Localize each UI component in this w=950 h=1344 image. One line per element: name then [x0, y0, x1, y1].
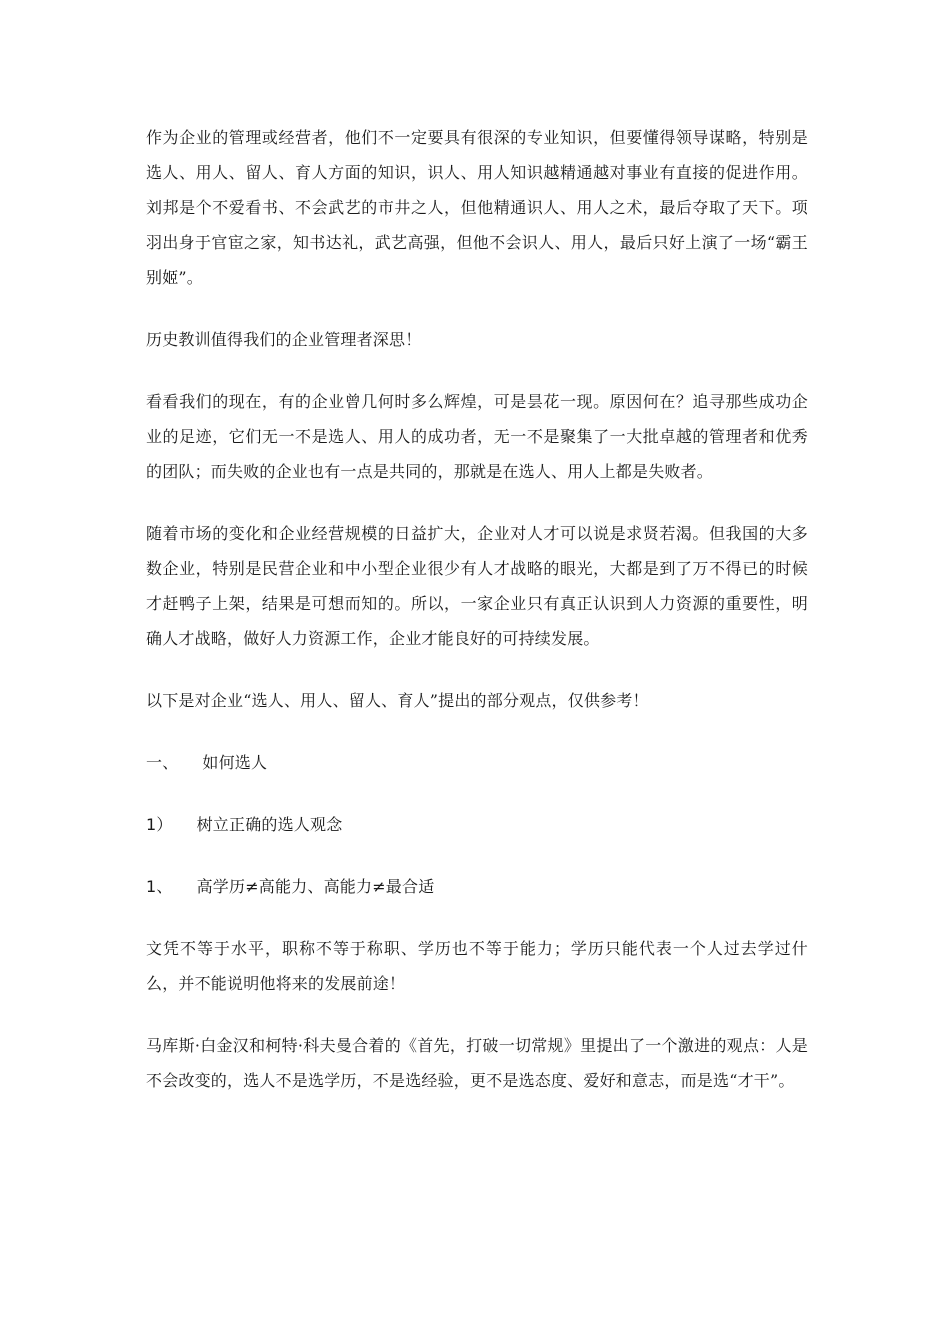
subsection-number: 1） [146, 815, 173, 834]
paragraph-history-lesson: 历史教训值得我们的企业管理者深思！ [146, 330, 422, 349]
paragraph-diploma-not-ability: 文凭不等于水平，职称不等于称职、学历也不等于能力；学历只能代表一个人过去学过什么，并不能说明他将来的发展前途！ [146, 939, 808, 993]
paragraph-current-situation: 看看我们的现在，有的企业曾几何时多么辉煌，可是昙花一现。原因何在？追寻那些成功企业的足迹，它们无一不是选人、用人的成功者，无一不是聚集了一大批卓越的管理者和优秀的团队；而失败的企业也有一点是共同的，那就是在选人、用人上都是失败者。 [146, 392, 808, 481]
subsection-title: 树立正确的选人观念 [196, 815, 343, 834]
subsection-heading-selection-concept [146, 807, 808, 842]
paragraph-intro-viewpoints: 以下是对企业“选人、用人、留人、育人”提出的部分观点，仅供参考！ [146, 691, 649, 710]
section-number: 一、 [146, 753, 179, 772]
section-title: 如何选人 [202, 753, 268, 772]
point-number: 1、 [146, 877, 173, 896]
paragraph-talent-strategy: 随着市场的变化和企业经营规模的日益扩大，企业对人才可以说是求贤若渴。但我国的大多数企业，特别是民营企业和中小型企业很少有人才战略的眼光，大都是到了万不得已的时候才赶鸭子上架，结果是可想而知的。所以，一家企业只有真正认识到人力资源的重要性，明确人才战略，做好人力资源工作，企业才能良好的可持续发展。 [146, 524, 808, 648]
document-body [146, 120, 808, 1125]
point-title: 高学历≠高能力、高能力≠最合适 [196, 877, 435, 896]
paragraph-leadership-knowledge: 作为企业的管理或经营者，他们不一定要具有很深的专业知识，但要懂得领导谋略，特别是选人、用人、留人、育人方面的知识，识人、用人知识越精通越对事业有直接的促进作用。刘邦是个不爱看书、不会武艺的市井之人，但他精通识人、用人之术，最后夺取了天下。项羽出身于官宦之家，知书达礼，武艺高强，但他不会识人、用人，最后只好上演了一场“霸王别姬”。 [146, 128, 808, 287]
point-heading-education-ability [146, 869, 808, 904]
paragraph-first-break-rules: 马库斯·白金汉和柯特·科夫曼合着的《首先，打破一切常规》里提出了一个激进的观点：人是不会改变的，选人不是选学历，不是选经验，更不是选态度、爱好和意志，而是选“才干”。 [146, 1036, 808, 1090]
section-heading-how-to-select [146, 745, 808, 780]
